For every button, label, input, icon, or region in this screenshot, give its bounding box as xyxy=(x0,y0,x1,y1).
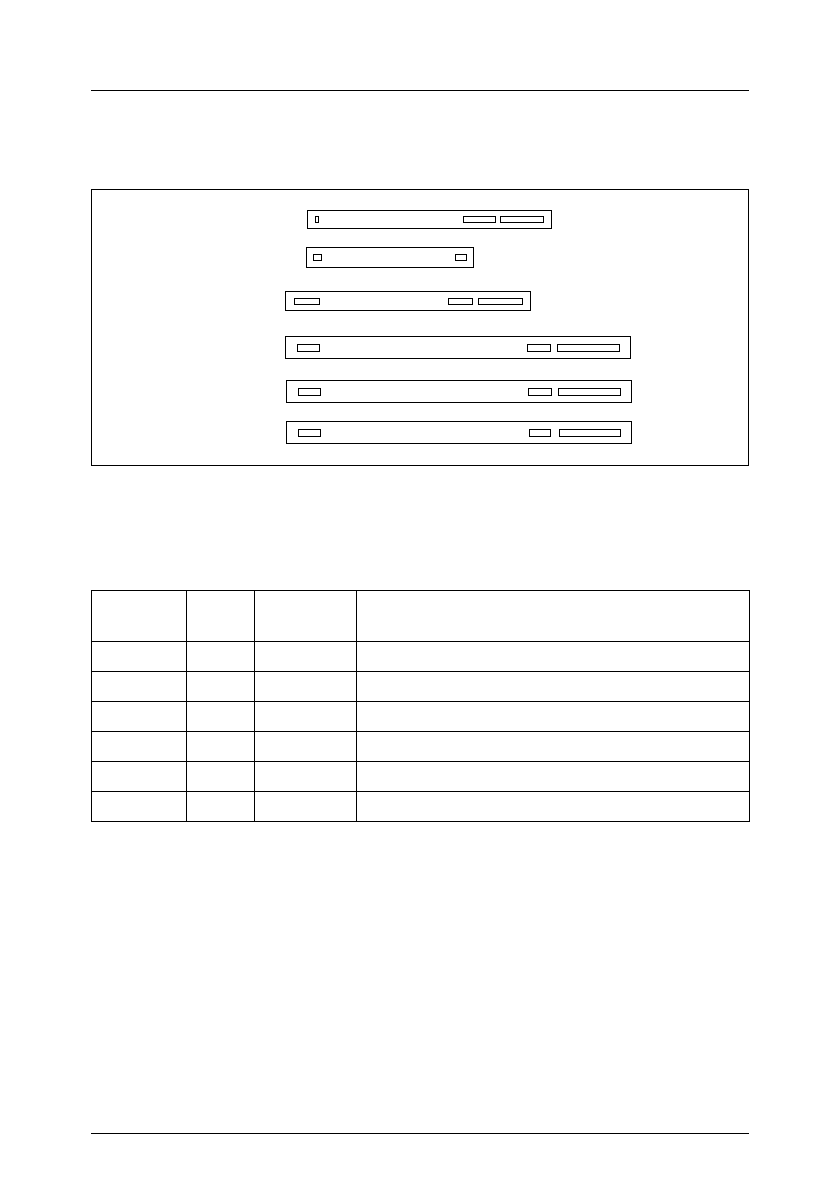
table-cell xyxy=(357,792,750,822)
table-cell xyxy=(187,672,255,702)
table-cell xyxy=(255,792,357,822)
slot-4-left-connector xyxy=(297,344,320,352)
expansion-slot-4 xyxy=(285,336,631,359)
slot-6-connector-b xyxy=(559,429,621,437)
table-cell xyxy=(187,702,255,732)
table-row xyxy=(92,642,750,672)
table-cell xyxy=(255,702,357,732)
slot-3-connector-a xyxy=(448,298,473,305)
expansion-slot-2 xyxy=(306,247,474,268)
slot-1-connector-a xyxy=(463,216,496,223)
slot-3-left-connector xyxy=(294,298,320,305)
table-cell xyxy=(357,762,750,792)
slot-2-right-connector xyxy=(455,254,467,261)
table-row xyxy=(92,762,750,792)
expansion-slot-5 xyxy=(286,380,632,403)
slot-2-left-connector xyxy=(313,254,322,261)
table-cell xyxy=(187,762,255,792)
slot-6-connector-a xyxy=(529,429,551,437)
table-row xyxy=(92,672,750,702)
slot-4-connector-b xyxy=(557,344,620,352)
table-cell xyxy=(357,702,750,732)
slot-5-connector-b xyxy=(558,388,621,396)
table-row xyxy=(92,732,750,762)
expansion-slot-6 xyxy=(286,421,632,444)
table-cell xyxy=(357,732,750,762)
header-rule xyxy=(91,90,749,91)
table-header-cell xyxy=(255,591,357,642)
table-header-cell xyxy=(187,591,255,642)
slot-spec-table xyxy=(91,590,750,822)
table-cell xyxy=(92,702,187,732)
table-cell xyxy=(255,672,357,702)
table-row xyxy=(92,702,750,732)
table-cell xyxy=(255,762,357,792)
table-cell xyxy=(92,762,187,792)
table-cell xyxy=(255,732,357,762)
footer-rule xyxy=(91,1133,749,1134)
table-cell xyxy=(92,672,187,702)
table-cell xyxy=(255,642,357,672)
slot-3-connector-b xyxy=(478,298,523,305)
table-cell xyxy=(187,642,255,672)
table-cell xyxy=(357,642,750,672)
slot-diagram xyxy=(91,189,749,466)
table-header-cell xyxy=(92,591,187,642)
slot-5-left-connector xyxy=(298,388,321,396)
slot-5-connector-a xyxy=(528,388,552,396)
slot-4-connector-a xyxy=(527,344,551,352)
table-cell xyxy=(92,792,187,822)
table-header-row xyxy=(92,591,750,642)
slot-6-left-connector xyxy=(298,429,321,437)
slot-1-connector-b xyxy=(500,216,544,223)
expansion-slot-3 xyxy=(285,291,531,311)
table-row xyxy=(92,792,750,822)
slot-1-left-connector xyxy=(315,216,319,223)
table-cell xyxy=(187,732,255,762)
expansion-slot-1 xyxy=(307,210,552,229)
table-cell xyxy=(92,732,187,762)
table-cell xyxy=(187,792,255,822)
table-header-cell xyxy=(357,591,750,642)
table-cell xyxy=(357,672,750,702)
table-cell xyxy=(92,642,187,672)
